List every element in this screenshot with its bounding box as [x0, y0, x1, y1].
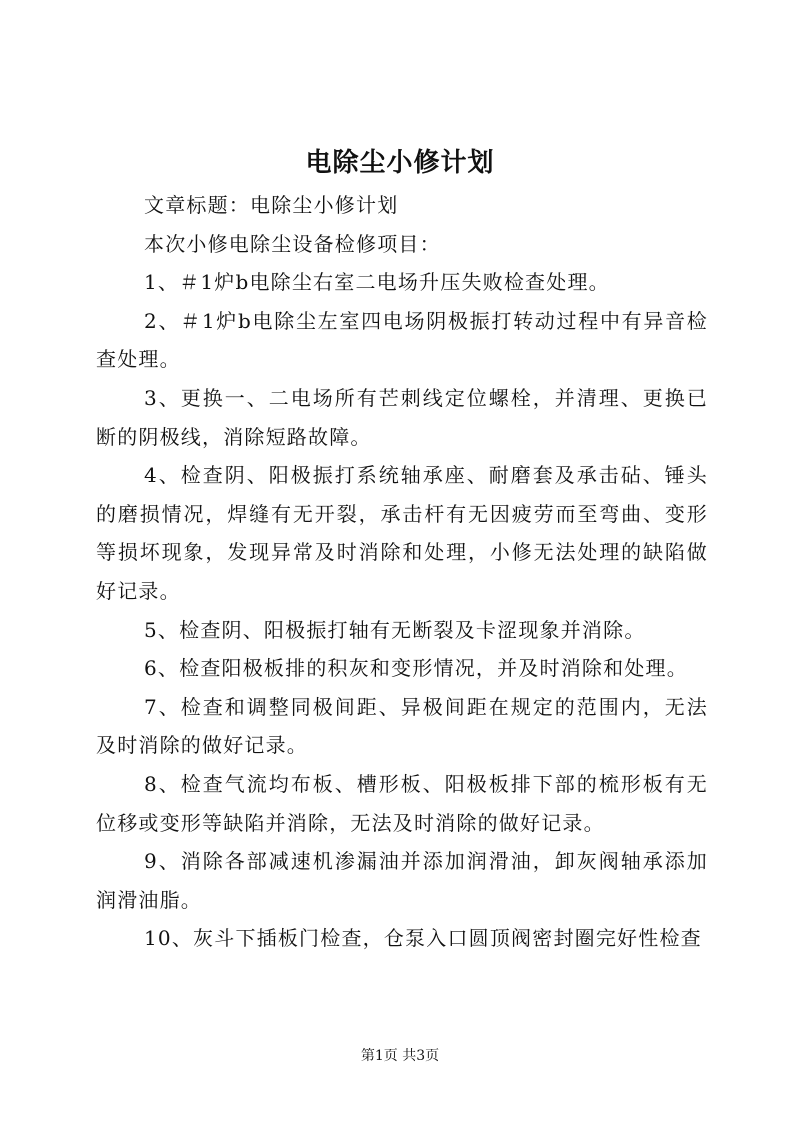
item-8: 8、检查气流均布板、槽形板、阳极板排下部的梳形板有无位移或变形等缺陷并消除，无法及时消除的做好记录。 [96, 771, 708, 835]
item-4: 4、检查阴、阳极振打系统轴承座、耐磨套及承击砧、锤头的磨损情况，焊缝有无开裂，承击杆有无因疲劳而至弯曲、变形等损坏现象，发现异常及时消除和处理，小修无法处理的缺陷做好记录。 [96, 463, 708, 603]
item-5: 5、检查阴、阳极振打轴有无断裂及卡涩现象并消除。 [144, 617, 646, 642]
item-2: 2、＃1炉b电除尘左室四电场阴极振打转动过程中有异音检查处理。 [96, 308, 708, 372]
item-9: 9、消除各部减速机渗漏油并添加润滑油，卸灰阀轴承添加润滑油脂。 [96, 849, 708, 912]
item-6: 6、检查阳极板排的积灰和变形情况，并及时消除和处理。 [144, 656, 688, 681]
item-3: 3、更换一、二电场所有芒刺线定位螺栓，并清理、更换已断的阴极线，消除短路故障。 [96, 385, 708, 449]
item-7: 7、检查和调整同极间距、异极间距在规定的范围内，无法及时消除的做好记录。 [96, 694, 708, 758]
document-body [96, 186, 708, 958]
project-intro: 本次小修电除尘设备检修项目： [144, 231, 441, 256]
page-footer: 第1页 共3页 [360, 1048, 440, 1064]
item-1: 1、＃1炉b电除尘右室二电场升压失败检查处理。 [144, 270, 610, 295]
item-10: 10、灰斗下插板门检查，仓泵入口圆顶阀密封圈完好性检查 [144, 926, 702, 951]
article-title-line: 文章标题：电除尘小修计划 [144, 193, 399, 217]
document-title: 电除尘小修计划 [305, 148, 495, 178]
